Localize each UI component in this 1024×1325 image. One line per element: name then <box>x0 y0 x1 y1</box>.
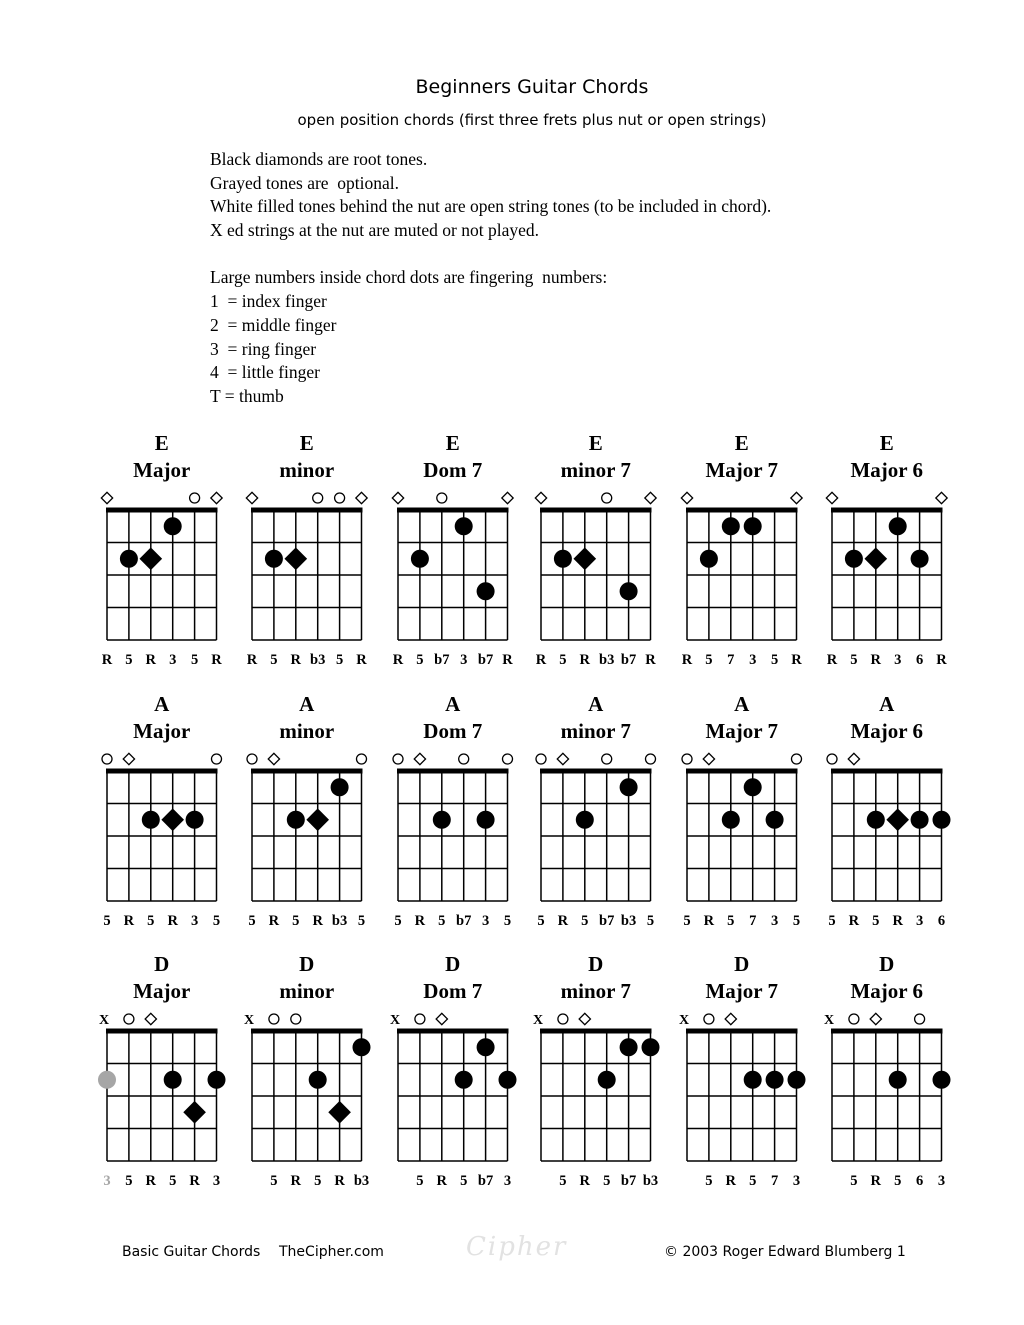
open-string-circle <box>646 754 656 764</box>
chord-tone-dot <box>744 778 762 796</box>
open-string-circle <box>393 754 403 764</box>
open-string-circle <box>602 754 612 764</box>
root-tone-diamond <box>139 547 162 570</box>
chord-tone-dot <box>766 811 784 829</box>
chord-tone-dot <box>576 811 594 829</box>
nut-bar <box>686 1029 798 1034</box>
interval-label: R <box>502 652 513 668</box>
chord-quality-label: Major 7 <box>705 458 779 482</box>
interval-label: R <box>290 652 302 668</box>
interval-label: 5 <box>894 1173 902 1189</box>
open-string-circle <box>437 493 447 503</box>
chord-tone-dot <box>766 1071 784 1089</box>
chord-diagram-a-minor <box>247 692 367 929</box>
interval-label: 3 <box>481 913 490 929</box>
interval-label: b7 <box>620 652 637 668</box>
muted-string-x: X <box>532 1013 544 1028</box>
intro-line: X ed strings at the nut are muted or not played. <box>210 220 540 241</box>
open-root-diamond <box>791 492 802 503</box>
interval-label: 5 <box>292 913 300 929</box>
open-root-diamond <box>725 1013 736 1024</box>
interval-label: R <box>848 913 860 929</box>
interval-label: 5 <box>749 1173 757 1189</box>
chord-diagram-e-dom-7 <box>392 431 513 668</box>
open-string-circle <box>602 493 612 503</box>
chord-diagram-d-major <box>98 952 226 1189</box>
chord-quality-label: minor 7 <box>560 458 631 482</box>
open-string-circle <box>291 1014 301 1024</box>
interval-label: 5 <box>603 1173 611 1189</box>
interval-label: 3 <box>212 1173 221 1189</box>
open-string-circle <box>269 1014 279 1024</box>
footer-site-link[interactable]: TheCipher.com <box>279 1244 384 1260</box>
interval-label: 5 <box>125 652 133 668</box>
chord-tone-dot <box>554 550 572 568</box>
nut-bar <box>106 508 218 513</box>
chord-diagram-d-major-6 <box>824 952 951 1189</box>
open-root-diamond <box>101 492 112 503</box>
open-string-circle <box>915 1014 925 1024</box>
interval-label: 3 <box>190 913 199 929</box>
chord-diagram-a-major-6 <box>827 692 951 929</box>
interval-label: R <box>145 1173 157 1189</box>
interval-label: 3 <box>460 652 468 668</box>
open-root-diamond <box>535 492 546 503</box>
interval-label: 5 <box>416 652 424 668</box>
nut-bar <box>397 769 509 774</box>
nut-bar <box>251 508 363 513</box>
chord-root-label: E <box>588 431 603 455</box>
open-string-circle <box>503 754 513 764</box>
open-string-circle <box>792 754 802 764</box>
interval-label: b3 <box>331 913 348 929</box>
interval-label: 5 <box>581 913 589 929</box>
root-tone-diamond <box>864 547 887 570</box>
chord-quality-label: Major <box>133 458 191 482</box>
interval-label: R <box>535 652 547 668</box>
chord-diagram-e-major-6 <box>826 431 947 668</box>
interval-label: R <box>892 913 903 929</box>
chord-tone-dot <box>722 811 740 829</box>
open-string-circle <box>558 1014 568 1024</box>
interval-label: 5 <box>850 1173 858 1189</box>
open-string-circle <box>212 754 222 764</box>
interval-label: 5 <box>828 913 836 929</box>
root-tone-diamond <box>573 547 596 570</box>
interval-label: 5 <box>190 652 199 668</box>
chord-root-label: A <box>445 692 461 716</box>
open-root-diamond <box>268 753 279 764</box>
interval-label: R <box>334 1173 345 1189</box>
interval-label: 3 <box>503 1173 512 1189</box>
intro-line: White filled tones behind the nut are open string tones (to be included in chord). <box>210 196 772 217</box>
intro-line: Large numbers inside chord dots are fingering numbers: <box>210 267 608 288</box>
chord-quality-label: minor <box>279 458 335 482</box>
interval-label: 5 <box>559 1173 567 1189</box>
interval-label: 5 <box>683 913 691 929</box>
interval-label: 3 <box>937 1173 946 1189</box>
nut-bar <box>540 769 652 774</box>
interval-label: 5 <box>792 913 801 929</box>
open-root-diamond <box>645 492 656 503</box>
interval-label: 6 <box>915 652 924 668</box>
interval-label: R <box>145 652 157 668</box>
interval-label: 5 <box>394 913 402 929</box>
chord-diagram-e-major-7 <box>681 431 802 668</box>
muted-string-x: X <box>98 1013 110 1028</box>
chord-tone-dot <box>353 1038 371 1056</box>
chord-tone-dot <box>744 517 762 535</box>
nut-bar <box>251 769 363 774</box>
cipher-logo: Cipher <box>466 1232 568 1262</box>
interval-label: 5 <box>460 1173 468 1189</box>
chord-root-label: E <box>299 431 314 455</box>
open-string-circle <box>536 754 546 764</box>
nut-bar <box>540 508 652 513</box>
nut-bar <box>686 508 798 513</box>
interval-label: R <box>312 913 323 929</box>
root-tone-diamond <box>886 808 909 831</box>
open-string-circle <box>827 754 837 764</box>
interval-label: 5 <box>646 913 655 929</box>
chord-tone-dot <box>933 1071 951 1089</box>
chord-tone-dot <box>620 582 638 600</box>
chord-tone-dot <box>164 1071 182 1089</box>
chord-tone-dot <box>620 1038 638 1056</box>
interval-label: 5 <box>335 652 344 668</box>
chord-tone-dot <box>700 550 718 568</box>
chord-tone-dot <box>120 550 138 568</box>
chord-quality-label: minor 7 <box>560 979 631 1003</box>
interval-label: R <box>356 652 367 668</box>
nut-bar <box>251 1029 363 1034</box>
open-root-diamond <box>246 492 257 503</box>
open-root-diamond <box>681 492 692 503</box>
chord-root-label: D <box>734 952 750 976</box>
open-root-diamond <box>502 492 513 503</box>
open-root-diamond <box>936 492 947 503</box>
interval-label: 3 <box>169 652 177 668</box>
interval-label: 5 <box>872 913 880 929</box>
interval-label: R <box>290 1173 302 1189</box>
chord-quality-label: minor <box>279 979 335 1003</box>
open-string-circle <box>335 493 345 503</box>
chord-tone-dot <box>186 811 204 829</box>
interval-label: 5 <box>147 913 155 929</box>
chord-quality-label: Major 6 <box>850 979 924 1003</box>
chord-root-label: A <box>154 692 170 716</box>
nut-bar <box>831 508 943 513</box>
chord-root-label: D <box>879 952 895 976</box>
interval-label: 5 <box>537 913 545 929</box>
intro-line: Grayed tones are optional. <box>210 172 400 193</box>
interval-label: R <box>703 913 715 929</box>
optional-tone-dot <box>98 1071 116 1089</box>
open-string-circle <box>704 1014 714 1024</box>
chord-quality-label: Major 6 <box>850 458 924 482</box>
chord-quality-label: minor 7 <box>560 719 631 743</box>
chord-diagram-e-minor-7 <box>535 431 656 668</box>
interval-label: 3 <box>915 913 924 929</box>
interval-label: 5 <box>705 652 713 668</box>
chord-diagram-e-major <box>101 431 222 668</box>
intro-line: T = thumb <box>210 385 284 406</box>
muted-string-x: X <box>389 1013 401 1028</box>
open-root-diamond <box>123 753 134 764</box>
chord-quality-label: Dom 7 <box>423 719 483 743</box>
interval-label: R <box>268 913 280 929</box>
open-string-circle <box>415 1014 425 1024</box>
nut-bar <box>686 769 798 774</box>
chord-diagram-e-minor <box>246 431 367 668</box>
interval-label: b3 <box>642 1173 659 1189</box>
interval-label: R <box>123 913 135 929</box>
chord-tone-dot <box>889 517 907 535</box>
muted-string-x: X <box>243 1013 255 1028</box>
interval-label: 5 <box>103 913 111 929</box>
chord-root-label: E <box>154 431 169 455</box>
interval-label: 7 <box>727 652 735 668</box>
page-subtitle: open position chords (first three frets plus nut or open strings) <box>297 111 767 129</box>
chord-tone-dot <box>455 1071 473 1089</box>
chord-tone-dot <box>911 811 929 829</box>
interval-label: 3 <box>894 652 902 668</box>
open-string-circle <box>849 1014 859 1024</box>
open-root-diamond <box>436 1013 447 1024</box>
root-tone-diamond <box>328 1101 351 1124</box>
intro-line: Black diamonds are root tones. <box>210 149 428 169</box>
page-title: Beginners Guitar Chords <box>415 76 649 98</box>
open-root-diamond <box>579 1013 590 1024</box>
interval-label: R <box>392 652 404 668</box>
muted-string-x: X <box>678 1013 690 1028</box>
chord-root-label: E <box>445 431 460 455</box>
chord-tone-dot <box>867 811 885 829</box>
interval-label: 5 <box>503 913 512 929</box>
open-root-diamond <box>392 492 403 503</box>
interval-label: 5 <box>169 1173 177 1189</box>
chord-root-label: D <box>588 952 604 976</box>
chord-diagram-d-minor-7 <box>533 952 660 1189</box>
interval-label: b7 <box>456 913 472 929</box>
chord-quality-label: minor <box>279 719 335 743</box>
open-root-diamond <box>826 492 837 503</box>
footer-copyright: © 2003 Roger Edward Blumberg 1 <box>664 1244 906 1260</box>
open-root-diamond <box>848 753 859 764</box>
interval-label: b3 <box>620 913 637 929</box>
interval-label: b3 <box>353 1173 370 1189</box>
chord-diagram-d-dom-7 <box>390 952 517 1189</box>
chord-tone-dot <box>477 811 495 829</box>
muted-string-x: X <box>823 1013 835 1028</box>
chord-quality-label: Dom 7 <box>423 458 483 482</box>
interval-label: 5 <box>125 1173 133 1189</box>
interval-label: 5 <box>314 1173 322 1189</box>
interval-label: 5 <box>357 913 366 929</box>
interval-label: R <box>791 652 802 668</box>
interval-label: R <box>725 1173 737 1189</box>
nut-bar <box>540 1029 652 1034</box>
chord-quality-label: Dom 7 <box>423 979 483 1003</box>
interval-label: 3 <box>103 1173 111 1189</box>
open-string-circle <box>682 754 692 764</box>
chord-tone-dot <box>499 1071 517 1089</box>
nut-bar <box>831 769 943 774</box>
interval-label: b7 <box>434 652 450 668</box>
interval-label: 5 <box>270 652 278 668</box>
chord-tone-dot <box>788 1071 806 1089</box>
open-string-circle <box>357 754 367 764</box>
chord-diagram-d-minor <box>244 952 371 1189</box>
chord-tone-dot <box>642 1038 660 1056</box>
interval-label: R <box>557 913 569 929</box>
interval-label: 6 <box>915 1173 924 1189</box>
chord-root-label: A <box>299 692 315 716</box>
chord-tone-dot <box>455 517 473 535</box>
interval-label: R <box>681 652 693 668</box>
chord-quality-label: Major <box>133 719 191 743</box>
open-string-circle <box>124 1014 134 1024</box>
interval-label: b3 <box>310 652 326 668</box>
interval-label: b3 <box>599 652 615 668</box>
chord-tone-dot <box>265 550 283 568</box>
chord-tone-dot <box>722 517 740 535</box>
chord-quality-label: Major <box>133 979 191 1003</box>
chord-tone-dot <box>142 811 160 829</box>
chord-diagram-a-major <box>102 692 222 929</box>
chord-quality-label: Major 6 <box>850 719 924 743</box>
interval-label: R <box>645 652 656 668</box>
intro-line: 2 = middle finger <box>210 314 337 335</box>
interval-label: b7 <box>620 1173 637 1189</box>
chord-tone-dot <box>933 811 951 829</box>
open-string-circle <box>190 493 200 503</box>
interval-label: R <box>870 1173 882 1189</box>
chord-tone-dot <box>477 582 495 600</box>
nut-bar <box>397 1029 509 1034</box>
root-tone-diamond <box>161 808 184 831</box>
chord-diagram-a-dom-7 <box>393 692 513 929</box>
interval-label: R <box>189 1173 200 1189</box>
interval-label: 5 <box>438 913 446 929</box>
interval-label: 5 <box>559 652 567 668</box>
interval-label: R <box>936 652 947 668</box>
chord-diagram-a-major-7 <box>682 692 802 929</box>
interval-label: R <box>101 652 113 668</box>
interval-label: 5 <box>705 1173 713 1189</box>
chord-diagram-a-minor-7 <box>536 692 656 929</box>
chord-root-label: E <box>734 431 749 455</box>
chord-diagram-d-major-7 <box>679 952 806 1189</box>
chord-tone-dot <box>433 811 451 829</box>
root-tone-diamond <box>183 1101 206 1124</box>
open-root-diamond <box>414 753 425 764</box>
chord-root-label: A <box>734 692 750 716</box>
interval-label: 6 <box>937 913 946 929</box>
chord-tone-dot <box>911 550 929 568</box>
open-root-diamond <box>211 492 222 503</box>
interval-label: R <box>211 652 222 668</box>
chord-tone-dot <box>598 1071 616 1089</box>
interval-label: b7 <box>477 652 494 668</box>
interval-label: R <box>826 652 838 668</box>
interval-label: 5 <box>770 652 779 668</box>
interval-label: 3 <box>792 1173 801 1189</box>
interval-label: R <box>246 652 258 668</box>
open-root-diamond <box>870 1013 881 1024</box>
intro-line: 1 = index finger <box>210 291 327 312</box>
chord-tone-dot <box>744 1071 762 1089</box>
footer-title: Basic Guitar Chords <box>122 1244 261 1260</box>
interval-label: R <box>436 1173 448 1189</box>
root-tone-diamond <box>306 808 329 831</box>
open-string-circle <box>247 754 257 764</box>
nut-bar <box>106 1029 218 1034</box>
chord-tone-dot <box>477 1038 495 1056</box>
interval-label: 7 <box>770 1173 779 1189</box>
interval-label: 3 <box>770 913 779 929</box>
interval-label: b7 <box>599 913 615 929</box>
interval-label: 5 <box>416 1173 424 1189</box>
chord-quality-label: Major 7 <box>705 719 779 743</box>
chord-root-label: A <box>588 692 604 716</box>
chord-root-label: A <box>879 692 895 716</box>
chord-tone-dot <box>411 550 429 568</box>
chord-tone-dot <box>845 550 863 568</box>
open-string-circle <box>459 754 469 764</box>
open-root-diamond <box>557 753 568 764</box>
open-root-diamond <box>145 1013 156 1024</box>
chord-root-label: E <box>879 431 894 455</box>
chord-tone-dot <box>287 811 305 829</box>
chord-root-label: D <box>445 952 461 976</box>
nut-bar <box>106 769 218 774</box>
interval-label: 5 <box>212 913 221 929</box>
chord-tone-dot <box>208 1071 226 1089</box>
chord-root-label: D <box>299 952 315 976</box>
intro-line: 3 = ring finger <box>210 338 317 359</box>
interval-label: R <box>414 913 426 929</box>
interval-label: R <box>579 652 591 668</box>
interval-label: 7 <box>749 913 757 929</box>
chord-tone-dot <box>889 1071 907 1089</box>
interval-label: 5 <box>270 1173 278 1189</box>
interval-label: 5 <box>727 913 735 929</box>
interval-label: R <box>870 652 882 668</box>
open-string-circle <box>102 754 112 764</box>
chord-tone-dot <box>164 517 182 535</box>
open-root-diamond <box>703 753 714 764</box>
interval-label: b7 <box>477 1173 494 1189</box>
chord-tone-dot <box>331 778 349 796</box>
nut-bar <box>397 508 509 513</box>
interval-label: R <box>167 913 178 929</box>
open-root-diamond <box>356 492 367 503</box>
chord-root-label: D <box>154 952 170 976</box>
chord-tone-dot <box>620 778 638 796</box>
open-string-circle <box>313 493 323 503</box>
nut-bar <box>831 1029 943 1034</box>
interval-label: 3 <box>749 652 757 668</box>
intro-line: 4 = little finger <box>210 362 320 383</box>
interval-label: 5 <box>850 652 858 668</box>
interval-label: R <box>579 1173 591 1189</box>
interval-label: 5 <box>248 913 256 929</box>
root-tone-diamond <box>284 547 307 570</box>
chord-tone-dot <box>309 1071 327 1089</box>
chord-quality-label: Major 7 <box>705 979 779 1003</box>
